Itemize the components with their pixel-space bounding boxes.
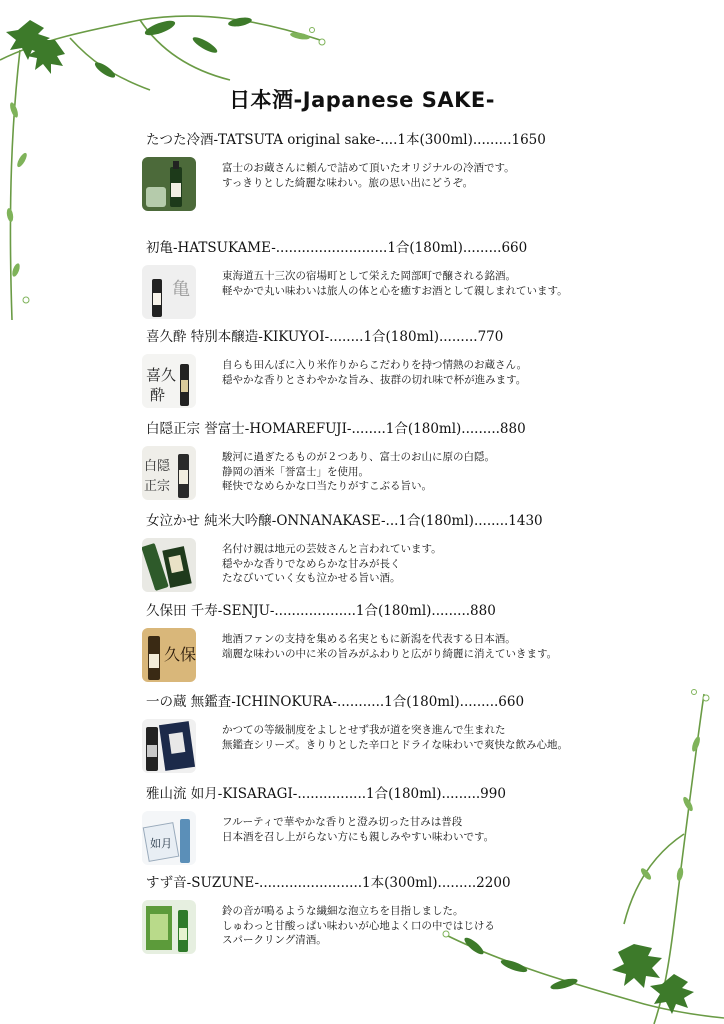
sake-photo (142, 446, 196, 500)
item-title: 喜久酔 特別本醸造-KIKUYOI-........1合(180ml).........770 (146, 329, 504, 345)
item-title: 久保田 千寿-SENJU-...................1合(180ml).........880 (146, 603, 496, 619)
sake-photo (142, 900, 196, 954)
svg-text:正宗: 正宗 (144, 479, 171, 494)
item-desc-line: 軽快でなめらかな口当たりがすこぶる旨い。 (222, 480, 432, 492)
menu-item (146, 693, 706, 752)
item-desc-line: スパークリング清酒。 (222, 934, 327, 946)
sake-photo (142, 811, 196, 865)
item-desc-line: 名付け親は地元の芸妓さんと言われています。 (222, 543, 442, 555)
menu-item (146, 512, 706, 586)
item-desc-line: たなびいていく女も泣かせる旨い酒。 (222, 572, 401, 584)
item-desc-line: 地酒ファンの支持を集める名実ともに新潟を代表する日本酒。 (222, 633, 516, 645)
item-desc-line: 無鑑査シリーズ。きりりとした辛口とドライな味わいで爽快な飲み心地。 (222, 738, 568, 751)
page-title: 日本酒-Japanese SAKE- (229, 88, 495, 112)
svg-text:喜久: 喜久 (146, 366, 177, 384)
svg-text:白隠: 白隠 (144, 459, 171, 474)
item-desc-line: 穏やかな香りとさわやかな旨み、抜群の切れ味で杯が進みます。 (222, 373, 527, 386)
item-desc-line: 穏やかな香りでなめらかな甘みが長く (222, 557, 401, 570)
item-title: すず音-SUZUNE-........................1本(300ml).........2200 (146, 875, 511, 891)
menu-item (146, 874, 706, 948)
item-title: 初亀-HATSUKAME-..........................1合(180ml).........660 (146, 240, 528, 256)
menu-item (146, 328, 706, 404)
item-desc-line: 鈴の音が鳴るような繊細な泡立ちを目指しました。 (222, 905, 464, 917)
sake-photo (142, 719, 196, 773)
sake-photo (142, 538, 196, 592)
sake-photo (142, 157, 196, 211)
item-desc-line: フルーティで華やかな香りと澄み切った甘みは普段 (222, 816, 463, 828)
item-title: 白隠正宗 誉富士-HOMAREFUJI-........1合(180ml).........880 (146, 421, 526, 437)
item-desc-line: 東海道五十三次の宿場町として栄えた岡部町で醸される銘酒。 (222, 270, 516, 282)
item-title: 雅山流 如月-KISARAGI-................1合(180ml).........990 (146, 786, 506, 802)
item-desc-line: 富士のお蔵さんに頼んで詰めて頂いたオリジナルの冷酒です。 (222, 162, 515, 174)
svg-text:久保: 久保 (164, 645, 196, 664)
item-desc-line: 静岡の酒米「誉富士」を使用。 (222, 465, 369, 478)
menu-item (146, 239, 706, 298)
svg-text:如月: 如月 (150, 837, 172, 850)
item-title: 女泣かせ 純米大吟醸-ONNANAKASE-...1合(180ml)........1430 (146, 513, 543, 529)
sake-photo (142, 354, 196, 408)
svg-text:亀: 亀 (172, 279, 190, 300)
item-desc-line: 端麗な味わいの中に米の旨みがふわりと広がり綺麗に消えていきます。 (222, 647, 558, 660)
item-desc-line: かつての等級制度をよしとせず我が道を突き進んで生まれた (222, 724, 506, 736)
item-desc-line: 駿河に過ぎたるものが２つあり、富士のお山に原の白隠。 (222, 451, 495, 463)
menu-item (146, 602, 706, 664)
item-title: 一の蔵 無鑑査-ICHINOKURA-...........1合(180ml).........660 (146, 694, 525, 710)
item-desc-line: 自らも田んぼに入り米作りからこだわりを持つ情熱のお蔵さん。 (222, 359, 528, 371)
menu-item (146, 785, 706, 850)
item-desc-line: 日本酒を召し上がらない方にも親しみやすい味わいです。 (222, 830, 495, 843)
item-desc-line: すっきりとした綺麗な味わい。旅の思い出にどうぞ。 (222, 176, 474, 189)
sake-photo (142, 265, 196, 319)
item-desc-line: 軽やかで丸い味わいは旅人の体と心を癒すお酒として親しまれています。 (222, 284, 568, 297)
item-desc-line: しゅわっと甘酸っぱい味わいが心地よく口の中ではじける (222, 919, 495, 932)
svg-text:酔: 酔 (150, 386, 166, 404)
menu-item (146, 420, 706, 494)
sake-photo (142, 628, 196, 682)
menu-item (146, 131, 706, 190)
item-title: たつた冷酒-TATSUTA original sake-....1本(300ml).........1650 (146, 132, 546, 148)
